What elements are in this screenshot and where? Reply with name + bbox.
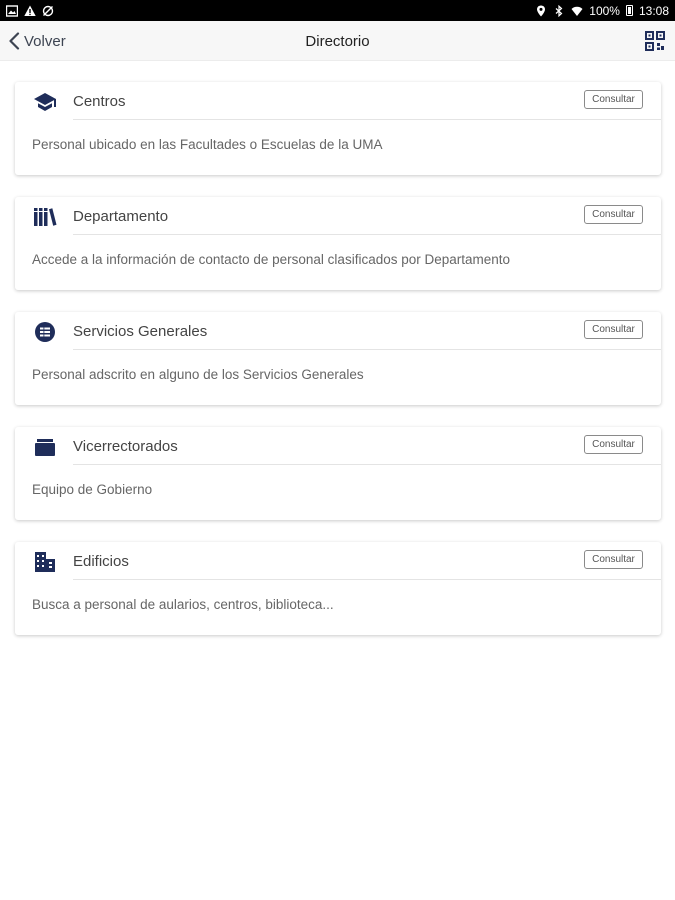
status-bar xyxy=(0,0,675,21)
image-icon xyxy=(6,5,18,17)
library-books-icon xyxy=(33,205,57,229)
battery-icon xyxy=(626,5,633,16)
status-time: 13:08 xyxy=(638,3,669,18)
card-description: Personal ubicado en las Facultades o Escuelas de la UMA xyxy=(32,137,383,152)
card-description: Personal adscrito en alguno de los Servicios Generales xyxy=(32,367,364,382)
directory-list xyxy=(15,82,661,657)
card-title: Servicios Generales xyxy=(73,323,208,340)
card-description: Equipo de Gobierno xyxy=(32,482,153,497)
card-title: Vicerrectorados xyxy=(73,438,178,455)
qr-code-icon[interactable] xyxy=(645,31,665,51)
graduation-cap-icon xyxy=(33,90,57,114)
card-divider xyxy=(73,579,661,580)
bluetooth-icon xyxy=(553,5,565,17)
card-divider xyxy=(73,349,661,350)
card-vicerrectorados[interactable] xyxy=(15,427,661,520)
consultar-button[interactable]: Consultar xyxy=(584,320,643,339)
nav-bar xyxy=(0,21,675,61)
consultar-button[interactable]: Consultar xyxy=(584,550,643,569)
no-sync-icon xyxy=(42,5,54,17)
card-divider xyxy=(73,234,661,235)
card-servicios-generales[interactable] xyxy=(15,312,661,405)
inbox-tray-icon xyxy=(33,435,57,459)
chevron-left-icon xyxy=(8,32,20,50)
page-title: Directorio xyxy=(305,32,370,50)
card-divider xyxy=(73,119,661,120)
card-departamento[interactable] xyxy=(15,197,661,290)
card-description: Accede a la información de contacto de personal clasificados por Departamento xyxy=(32,252,511,267)
wifi-icon xyxy=(571,5,583,17)
consultar-button[interactable]: Consultar xyxy=(584,90,643,109)
back-label: Volver xyxy=(24,32,66,50)
card-centros[interactable] xyxy=(15,82,661,175)
card-title: Edificios xyxy=(73,553,129,570)
card-title: Departamento xyxy=(73,208,169,225)
card-edificios[interactable] xyxy=(15,542,661,635)
consultar-button[interactable]: Consultar xyxy=(584,205,643,224)
status-left-icons xyxy=(6,5,54,17)
list-circle-icon xyxy=(33,320,57,344)
card-description: Busca a personal de aularios, centros, biblioteca... xyxy=(32,597,334,612)
card-title: Centros xyxy=(73,93,126,110)
building-icon xyxy=(33,550,57,574)
warning-icon xyxy=(24,5,36,17)
battery-percent: 100% xyxy=(589,3,620,18)
back-button[interactable] xyxy=(8,21,66,61)
status-right-icons xyxy=(535,4,669,18)
card-divider xyxy=(73,464,661,465)
location-icon xyxy=(535,5,547,17)
consultar-button[interactable]: Consultar xyxy=(584,435,643,454)
